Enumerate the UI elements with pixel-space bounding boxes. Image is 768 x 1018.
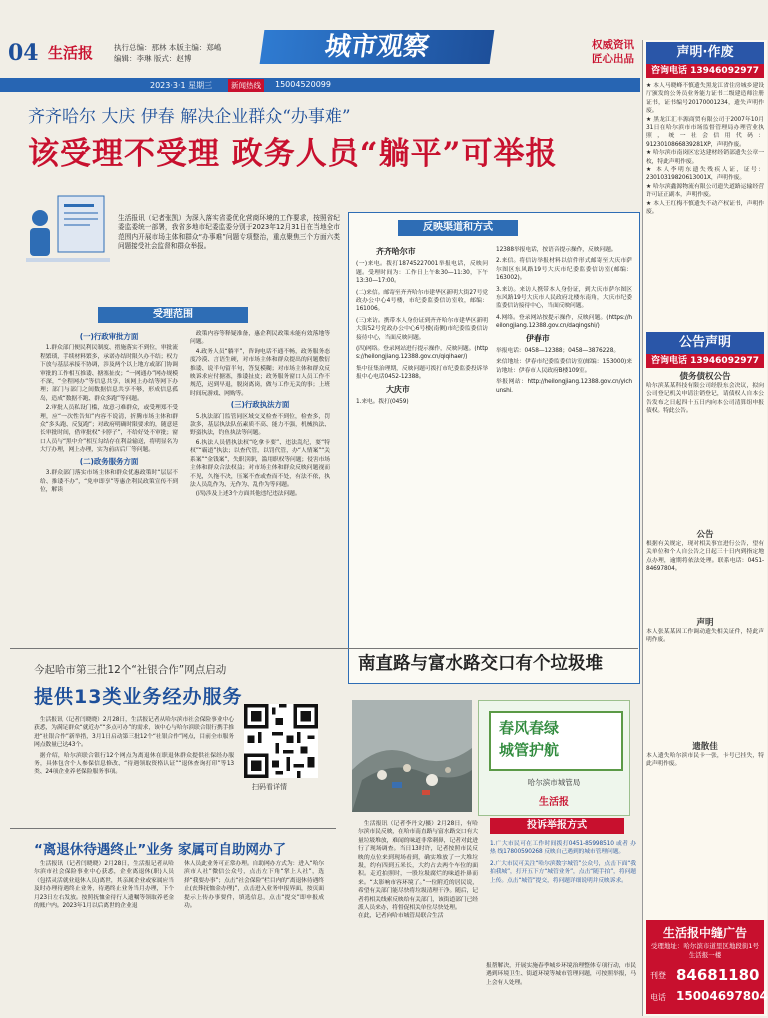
qr-caption: 扫码看详情 [252,783,287,791]
sidebar-notices-4: 本人张某某因工作调动遗失相关证件，特此声明作废。 [646,629,764,644]
section-banner: 城市观察 [260,30,495,64]
complaint-closing: 报帮解决，开展实施春季城乡环境治理整体专项行动，市民遇到环境卫生、街道环境等城市管理问题，可按照举报，马上会有人处理。 [486,963,636,986]
promo-line-1: 春风春绿 [499,719,560,737]
city-qiqihar: 齐齐哈尔市 [376,247,416,256]
channel-item: 3.来访。来访人携带本人身份证，到大庆市萨尔图区东风路19号大庆市人民政府北楼东南角，大庆市纪委监委信访接待中心，当面反映问题。 [496,286,632,310]
sidebar-section-notice: 公告 [696,530,714,540]
retire-column-2: 休人员此业务可正常办理。自助网办方式为：进入“哈尔滨市人社”微信公众号，点击左下角“掌上人社”，选择“我要办事”；点击“社会保险”栏目内的“离退休待遇终止(丧葬抚恤金办理)”，点击进入业务申报界面，按页面提示上传办事要件，填选信息，点击“提交”即申报成功。 [184,861,324,910]
channel-item: (一)来电。拨打18745227001举报电话，反映问题。受理时间为：工作日上午8:30—11:30，下午13:30—17:00。 [356,261,488,285]
channels-heading: 反映渠道和方式 [398,220,518,236]
retire-title: “离退休待遇终止”业务 家属可自助网办了 [34,842,286,858]
section-divider [10,828,336,829]
channel-item: 12388举报电话，按语音提示操作，反映问题。 [496,247,617,253]
channel-item: 举报电话：0458—12388；0458—3876228。 [496,348,620,355]
promo-brand: 生活报 [539,797,569,808]
channel-item: 4.网络。登录网站按提示操作，反映问题。(https://heilongjiang.12388.gov.cn/daqingshi/) [496,314,632,330]
coop-subtitle: 今起哈市第三批12个“社银合作”网点启动 [34,664,227,676]
lead-subtitle: 齐齐哈尔 大庆 伊春 解决企业群众“办事难” [28,107,351,127]
promo-line-2: 城管护航 [499,741,560,759]
scope-paragraph: (四)涉及上述3个方面其他违纪违法问题。 [195,491,301,498]
ad-address: 受理地址：哈尔滨市道里区地段街1号生活报一楼 [650,942,760,959]
coop-body [34,716,234,777]
promo-caption: 哈尔滨市城管局 [527,778,581,787]
scope-subhead: (三)行政执法方面 [230,400,290,410]
section-slogan [538,38,634,66]
trash-pile-photo [352,700,472,812]
scope-paragraph: 政策内容等释疑准备，惠企利民政策未能有效落地等问题。 [190,331,330,346]
sidebar-notices-1: ★ 本人马晓峰不慎遗失黑龙江省住房城乡建设厅颁发的公务员业务能力证书二级建造师注册证书，证书编号20170001234，遗失声明作废。 ★ 黑龙江汇丰源商贸有限公司于2007年10月31日在哈尔滨市市场监督管理局办理营业执照，统一社会信用代码：9123010866839281XP，声明作废。 ★ 哈尔滨市南岗区宏达建材经销部遗失公章一枚，特此声明作废。 ★ 本人李明东遗失残疾人证，证号：23010319820613001X，声明作废。 ★ 哈尔滨鑫源物流有限公司遗失道路运输经营许可证正副本，声明作废。 ★ 本人王红梅不慎遗失不动产权证书，声明作废。 [646,83,764,216]
complaint-item: 2.广大市民可关注“哈尔滨数字城管”公众号，点击下面“我拍我城”，打开五下方“城管业务”，点击“随手拍”，将问题上传。点击“城管”提交，将问题详细说明并反映诉求。 [490,860,636,884]
hotline-number: 15004520099 [275,80,331,89]
document-illustration-icon [18,188,114,268]
credit-line-2: 编辑：李琳 版式：赵博 [114,54,192,63]
channel-item: 1.来电。拨打(0459) [356,399,409,406]
sidebar-header-statements: 声明·作废 [646,42,764,64]
channel-item: 举报网站：http://heilongjiang.12388.gov.cn/yichunshi. [496,379,632,394]
scope-paragraph: 3.群众部门落实市场主体和群众优惠政策时“层层不给、推诿不办”，“免申即享”等惠企利民政策宣传不到位，解读 [40,470,178,493]
complaint-box [486,812,636,962]
sidebar-notices-5: 本人遗失哈尔滨市民卡一张，卡号已挂失，特此声明作废。 [646,753,764,768]
channel-item: (三)来访。携带本人身份证到齐齐哈尔市建华区新明大街52号党政办公中心6号楼(南侧)市纪委监委信访接待中心，当面反映问题。 [356,317,488,341]
qr-code-icon[interactable] [244,704,318,778]
ad-phone-label-1: 刊登 [650,971,666,980]
scope-column-1 [40,330,178,495]
sidebar-section-debt: 债务债权公告 [679,372,731,382]
editor-credits [114,42,264,64]
channel-item: 集中征集治理期，反映问题可拨打市纪委监委投诉举报中心电话0452-12388。 [356,365,488,381]
scope-heading: 受理范围 [98,307,248,323]
complaint-heading: 投诉举报方式 [490,818,624,834]
ad-phone-2: 15004697804 [676,989,768,1003]
lead-intro: 生活报讯（记者张凯）为深入落实省委优化营商环境的工作要求，按照省纪委监委统一部署，我省多地市纪委监委分别于2023年12月31日在当地全市范围内开展市场主体和群众“办事难”问题专项整治，重点聚焦三个方面六类问题接受社会监督和群众举报。 [118,214,340,251]
scope-paragraph: 6.执法人员借执法权“吃拿卡要”、违法乱纪，耍“特权”“霸道”执法；以查代管，以罚代管，办“人情案”“关系案”“金钱案”，失职渎职，滥用职权等问题；侵害市场主体和群众合法权益；对市场主体和群众反映问题视而不见，久拖不决，压案不查或查而不处，有法不依，执法人员乱作为、无作为、乱作为等问题。 [190,439,330,488]
trash-title: 南直路与富水路交口有个垃圾堆 [358,654,603,674]
complaint-item: 1.广大市民可在工作时间拨打0451-85998510 或者 办 热 线17800590268 反映自己遇到的城市管理问题。 [490,841,636,856]
channel-item: (四)网络。登录网站进行提示操作，反映问题。(https://heilongjiang.12388.gov.cn/qiqihaer/) [356,346,488,361]
sidebar-phone-1: 咨询电话 13946092977 [646,64,764,78]
section-divider [10,648,638,649]
sidebar-header-announcements: 公告声明 [646,332,764,354]
scope-paragraph: 1.群众部门便民利民制度、措施落实不到位，审批流程繁琐，手续材料繁多，承诺办结时限久办不结；权力下放与基层承接不协调，涉及两个以上地方或部门协调审批的工作相互推诿、搪塞扯皮；“一网通办”网办规模不深，“全程网办”等信息共享，该网上办结等网下办理；部门与部门之间数据信息共享不够，形成信息孤岛，造成“数据不跑、群众多跑”等问题。 [40,345,178,402]
ad-phone-label-2: 电话 [650,993,666,1002]
coop-title: 提供13类业务经办服务 [34,686,243,708]
scope-paragraph: 2.审批人员私设门槛，故意刁难群众，或受理郑不受理，应“一次性告知”内容不说清，折腾市场主体和群众“多头跑、反复跑”；对政府明确时限要求的，随意延长审批时间，借审批权“卡脖子”，不给好处不审批；窗口人员与“黑中介”相互勾结存在利益输送，将明显名为大厅办理，网上办理，实为前店后厂等问题。 [40,405,178,454]
credit-line-1: 执行总编：那林 本版主编：郑嶋 [114,43,222,52]
scope-paragraph: 4.政务人员“躺平”，咨询电话不通不畅，政务服务态度冷漠、言语生硬，对市场主体和群众提出的问题敷衍推诿、说半句留半句，答复模糊；对市场主体和群众反映诉求应付搪塞，推诿扯皮；政务服务窗口人员工作不规范，迟到早退，脱岗离岗，做与工作无关的事；上班时间玩游戏、网购等。 [190,348,330,397]
scope-column-2 [190,330,330,500]
channel-item: 来信地址：伊春市纪委监委信访室(邮编：153000)来访地址：伊春市人民政府B楼109室。 [496,359,632,374]
city-daqing: 大庆市 [386,384,410,394]
retire-column-1: 生活报讯（记者闫晓晓）2月28日，生活报记者从哈尔滨市社会保险事业中心获悉，企业离退休(职)人员（包括灵活就业退休人员)离世，其亲属企业或家属应当及时办理待遇终止业务，待遇终止业务当月办理，下个月23日左右发放。按照抚恤金待行人遗嘱等领取养老金的账户内。2023年1月以后离世的企业退 [34,861,174,910]
sidebar-notices-2: 哈尔滨某某科技有限公司经股东会决议，拟向公司登记机关申请注销登记，请债权人自本公告发布之日起四十五日内向本公司清算组申报债权。特此公告。 [646,383,764,415]
lead-title: 该受理不受理 政务人员“躺平”可举报 [28,136,558,172]
trash-body [358,820,478,921]
slogan-line-2: 匠心出品 [592,53,634,65]
channel-item: 2.来信。将信访举报材料以信件形式邮寄至大庆市萨尔图区东风路19号大庆市纪委监委信访室(邮编：163002)。 [496,258,632,282]
trash-paragraph-end: 在此，记者向哈市城管局联合生活 [358,913,444,920]
ad-title: 生活报中缝广告 [662,926,747,940]
sidebar-phone-2: 咨询电话 13946092977 [646,354,764,368]
complaint-items [490,840,636,885]
sidebar-section-lost: 遗散佳 [692,742,718,752]
issue-date: 2023·3·1 星期三 [150,81,213,90]
newspaper-brand: 生活报 [48,44,94,62]
sidebar-notices-3: 根据有关规定，现对相关事宜进行公告，望有关单位和个人自公告之日起三十日内到指定地点办理，逾期将依法处理。联系电话：0451-84697804。 [646,541,764,573]
scope-subhead: (一)行政审批方面 [79,332,139,341]
channels-column-2 [496,246,632,395]
city-management-promo [478,700,630,816]
slogan-line-1: 权威资讯 [592,39,634,51]
ad-phone-1: 84681180 [676,966,760,984]
classified-ad-block [646,920,768,1014]
sidebar-section-statement: 声明 [696,618,714,628]
city-yichun: 伊春市 [526,333,550,343]
channel-item: (二)来信。邮寄至齐齐哈尔市建华区新明大街27号党政办公中心4号楼，市纪委监委信访室收，邮编：161006。 [356,289,488,313]
trash-paragraph: 生活报讯（记者李丹文/摄）2月28日，有哈尔滨市民反映，在哈市南直路与富水路交口有大量垃圾堆放，难闻的味道非常刺鼻，记者对此进行了现场调查。当日13时许，记者按照市民反映的点位来到现场看到，确实堆放了一大堆垃圾，约有四到五米长，大约占去两个车位的面积。走近拍照时，一股垃圾腐烂的味道扑鼻而来。“太影响市容环境了。”一位附近的居民说，希望有关部门能尽快将垃圾清理干净。随后，记者将相关线索反映给有关部门，该街道部门已经派人员来办，将督促相关单位尽快处理。 [358,821,478,912]
page-number: 04 [8,40,39,66]
coop-paragraph: 生活报讯（记者闫晓晓）2月28日，生活报记者从哈尔滨市社会保险事业中心获悉，为满足群众“就近办”“多点可办”的需求，该中心与哈尔滨联合银行携手推进“社银合作”新举措，3月1日启动第三批12个“社银合作”网点，目前全市服务网点数量已达43个。 [34,717,234,749]
scope-subhead: (二)政务服务方面 [79,456,139,466]
scope-paragraph: 5.执法部门监管同区域交叉检查不到位，检查多，罚款多，基层执法队伍素质不高、能力不强，机械执法、野蛮执法，钓鱼执法等问题。 [190,413,330,437]
hotline-label: 新闻热线 [228,79,264,92]
coop-paragraph: 据介绍，哈尔滨联合银行12个网点为离退休在职退休群众提供社保经办服务，具体包含个人参保信息修改、“待遇领取资格认证”“退休查询打印”等13类、24项企业养老保险服务事项。 [34,752,234,776]
channels-column-1 [356,246,488,407]
